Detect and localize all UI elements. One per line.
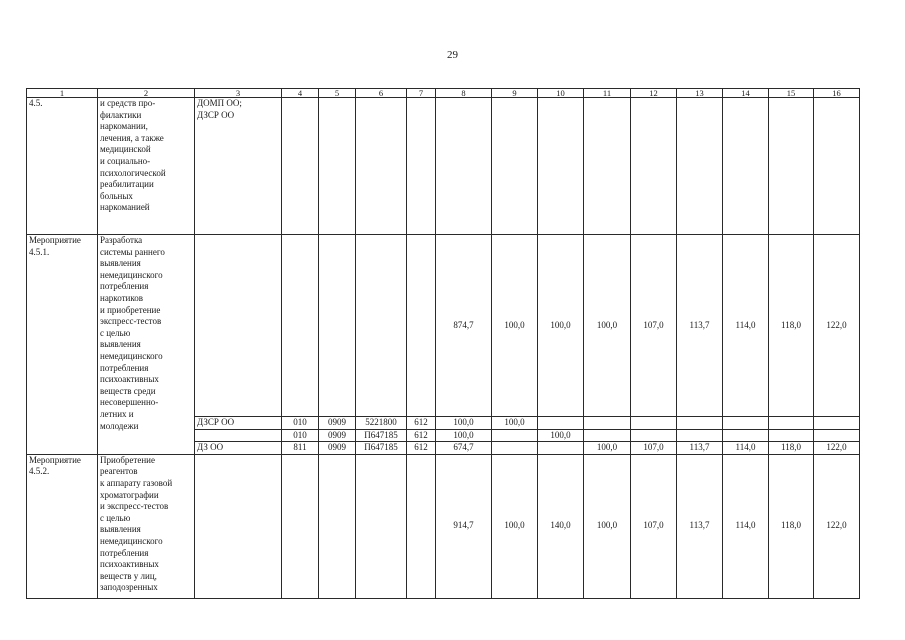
header-cell: 13 — [677, 89, 723, 98]
sub-cell: 612 — [407, 417, 436, 430]
empty-cell — [319, 235, 356, 417]
sub-cell: 612 — [407, 442, 436, 455]
sub-cell: 674,7 — [436, 442, 492, 455]
empty-cell — [407, 98, 436, 235]
sub-cell — [677, 417, 723, 430]
total-cell: 118,0 — [769, 454, 814, 598]
empty-cell — [195, 454, 282, 598]
empty-cell — [407, 235, 436, 417]
sub-cell: 0909 — [319, 417, 356, 430]
header-cell: 14 — [723, 89, 769, 98]
empty-cell — [631, 98, 677, 235]
total-cell: 114,0 — [723, 454, 769, 598]
sub-cell — [492, 429, 538, 442]
header-cell: 12 — [631, 89, 677, 98]
empty-cell — [319, 454, 356, 598]
empty-cell — [282, 235, 319, 417]
total-cell: 874,7 — [436, 235, 492, 417]
header-cell: 16 — [814, 89, 860, 98]
sub-cell: 114,0 — [723, 442, 769, 455]
sub-cell — [584, 417, 631, 430]
sub-cell — [814, 429, 860, 442]
header-cell: 6 — [356, 89, 407, 98]
sub-cell — [584, 429, 631, 442]
total-cell: 118,0 — [769, 235, 814, 417]
total-cell: 113,7 — [677, 235, 723, 417]
empty-cell — [538, 98, 584, 235]
sub-cell — [538, 442, 584, 455]
row-code: 4.5. — [27, 98, 98, 235]
header-cell: 3 — [195, 89, 282, 98]
sub-cell: 100,0 — [436, 429, 492, 442]
total-cell: 140,0 — [538, 454, 584, 598]
sub-cell — [631, 429, 677, 442]
row-executor: ДОМП ОО; ДЗСР ОО — [195, 98, 282, 235]
total-cell: 107,0 — [631, 454, 677, 598]
empty-cell — [584, 98, 631, 235]
sub-cell — [723, 417, 769, 430]
sub-executor: ДЗ ОО — [195, 442, 282, 455]
row-name: и средств про- филактики наркомании, лечения, а также медицинской и социально- психологической реабилитации больных наркоманией — [98, 98, 195, 235]
sub-cell: П647185 — [356, 429, 407, 442]
sub-cell — [814, 417, 860, 430]
table-row-4-5-2 — [27, 454, 860, 598]
measure-code: Мероприятие 4.5.2. — [27, 454, 98, 598]
header-cell: 8 — [436, 89, 492, 98]
total-cell: 100,0 — [492, 235, 538, 417]
empty-cell — [356, 98, 407, 235]
sub-cell: 100,0 — [538, 429, 584, 442]
sub-cell — [723, 429, 769, 442]
empty-cell — [436, 98, 492, 235]
empty-cell — [814, 98, 860, 235]
empty-cell — [282, 98, 319, 235]
sub-cell: 811 — [282, 442, 319, 455]
sub-cell: 100,0 — [584, 442, 631, 455]
sub-cell: П647185 — [356, 442, 407, 455]
empty-cell — [195, 235, 282, 417]
empty-cell — [319, 98, 356, 235]
sub-cell: 122,0 — [814, 442, 860, 455]
header-cell: 15 — [769, 89, 814, 98]
table-row-4-5 — [27, 98, 860, 235]
empty-cell — [356, 235, 407, 417]
sub-cell: 612 — [407, 429, 436, 442]
sub-cell — [769, 429, 814, 442]
total-cell: 914,7 — [436, 454, 492, 598]
table-row-4-5-1 — [27, 235, 860, 417]
sub-cell: 118,0 — [769, 442, 814, 455]
empty-cell — [492, 98, 538, 235]
sub-cell — [538, 417, 584, 430]
sub-cell — [492, 442, 538, 455]
header-cell: 7 — [407, 89, 436, 98]
empty-cell — [723, 98, 769, 235]
sub-cell: 113,7 — [677, 442, 723, 455]
header-cell: 4 — [282, 89, 319, 98]
total-cell: 107,0 — [631, 235, 677, 417]
sub-cell: 5221800 — [356, 417, 407, 430]
measure-name: Разработка системы раннего выявления немедицинского потребления наркотиков и приобретение экспресс-тестов с целью выявления немедицинского потребления психоактивных веществ среди несовершенно- летних и молодежи — [98, 235, 195, 455]
empty-cell — [677, 98, 723, 235]
total-cell: 100,0 — [584, 454, 631, 598]
header-cell: 9 — [492, 89, 538, 98]
header-cell: 2 — [98, 89, 195, 98]
budget-table — [26, 88, 860, 599]
sub-cell: 0909 — [319, 429, 356, 442]
header-row — [27, 89, 860, 98]
total-cell: 114,0 — [723, 235, 769, 417]
total-cell: 100,0 — [584, 235, 631, 417]
sub-cell: 010 — [282, 429, 319, 442]
empty-cell — [282, 454, 319, 598]
sub-cell: 107,0 — [631, 442, 677, 455]
empty-cell — [407, 454, 436, 598]
total-cell: 113,7 — [677, 454, 723, 598]
sub-cell — [631, 417, 677, 430]
header-cell: 5 — [319, 89, 356, 98]
sub-cell: 100,0 — [492, 417, 538, 430]
sub-cell: 100,0 — [436, 417, 492, 430]
header-cell: 10 — [538, 89, 584, 98]
total-cell: 100,0 — [538, 235, 584, 417]
page-number: 29 — [447, 49, 458, 61]
sub-cell — [677, 429, 723, 442]
empty-cell — [769, 98, 814, 235]
sub-executor: ДЗСР ОО — [195, 417, 282, 430]
total-cell: 100,0 — [492, 454, 538, 598]
empty-cell — [356, 454, 407, 598]
sub-cell — [769, 417, 814, 430]
total-cell: 122,0 — [814, 235, 860, 417]
header-cell: 11 — [584, 89, 631, 98]
sub-executor — [195, 429, 282, 442]
sub-cell: 010 — [282, 417, 319, 430]
measure-name: Приобретение реагентов к аппарату газовой хроматографии и экспресс-тестов с целью выявления немедицинского потребления психоактивных веществ у лиц, заподозренных — [98, 454, 195, 598]
total-cell: 122,0 — [814, 454, 860, 598]
header-cell: 1 — [27, 89, 98, 98]
sub-cell: 0909 — [319, 442, 356, 455]
measure-code: Мероприятие 4.5.1. — [27, 235, 98, 455]
